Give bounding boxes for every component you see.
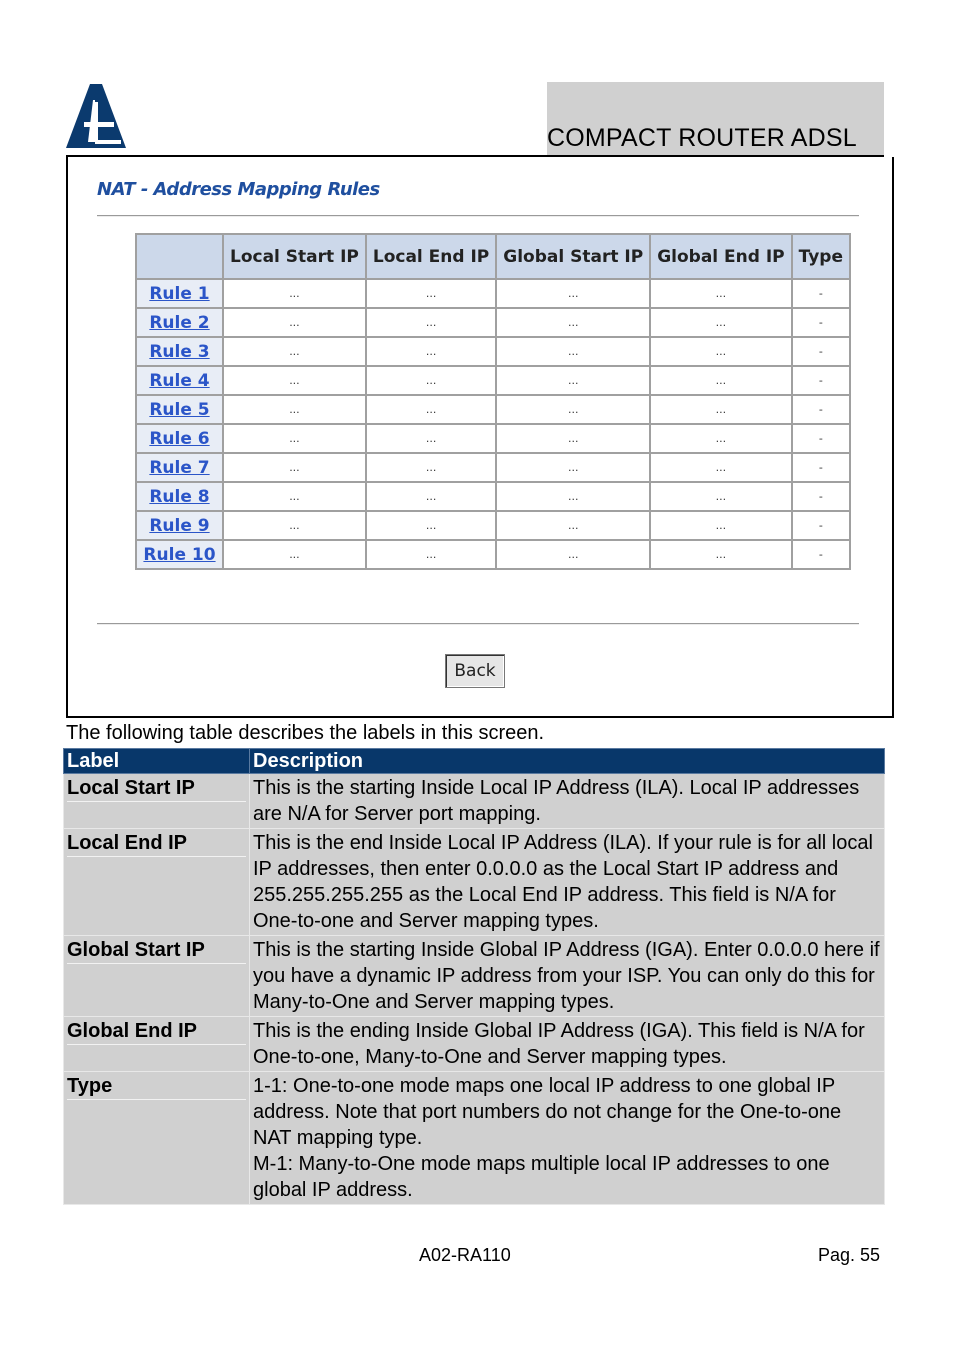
- rule-row: [137, 454, 849, 481]
- ip-cell: ...: [651, 396, 790, 423]
- rule-row: [137, 396, 849, 423]
- ip-cell: ...: [367, 483, 495, 510]
- rule-row: [137, 425, 849, 452]
- ip-cell: ...: [224, 483, 365, 510]
- table-row: [64, 774, 885, 829]
- description-header-row: [64, 749, 885, 774]
- column-header: Global Start IP: [497, 235, 649, 278]
- description-line: 1-1: One-to-one mode maps one local IP address to one global IP address. Note that port numbers do not change for the One-to-one NAT mapping type.: [253, 1075, 842, 1149]
- ip-cell: ...: [367, 338, 495, 365]
- ip-cell: ...: [367, 309, 495, 336]
- ip-cell: ...: [651, 454, 790, 481]
- description-line: M-1: Many-to-One mode maps multiple local IP addresses to one global IP address.: [253, 1153, 830, 1201]
- divider: [97, 623, 859, 625]
- rule-row: [137, 367, 849, 394]
- document-code: A02-RA110: [419, 1245, 511, 1265]
- description-header: Description: [250, 749, 885, 774]
- rule-link[interactable]: Rule 8: [137, 483, 222, 510]
- rule-row: [137, 280, 849, 307]
- rule-row: [137, 483, 849, 510]
- type-cell: -: [793, 309, 849, 336]
- ip-cell: ...: [651, 425, 790, 452]
- type-cell: -: [793, 512, 849, 539]
- type-cell: -: [793, 541, 849, 568]
- rules-header-row: [137, 235, 849, 278]
- table-row: [64, 829, 885, 936]
- ip-cell: ...: [367, 512, 495, 539]
- rule-link[interactable]: Rule 7: [137, 454, 222, 481]
- ip-cell: ...: [224, 367, 365, 394]
- page-title: COMPACT ROUTER ADSL: [547, 124, 857, 152]
- rule-link[interactable]: Rule 3: [137, 338, 222, 365]
- type-cell: -: [793, 338, 849, 365]
- ip-cell: ...: [497, 512, 649, 539]
- ip-cell: ...: [497, 309, 649, 336]
- type-cell: -: [793, 425, 849, 452]
- ip-cell: ...: [497, 280, 649, 307]
- ip-cell: ...: [224, 280, 365, 307]
- row-label: Global Start IP: [67, 937, 246, 964]
- column-header: Local End IP: [367, 235, 495, 278]
- rule-link[interactable]: Rule 2: [137, 309, 222, 336]
- type-cell: -: [793, 367, 849, 394]
- ip-cell: ...: [651, 483, 790, 510]
- row-description: This is the starting Inside Global IP Address (IGA). Enter 0.0.0.0 here if you have a dynamic IP address from your ISP. You can only do this for Many-to-One and Server mapping types.: [250, 936, 885, 1017]
- intro-text: The following table describes the labels in this screen.: [66, 722, 545, 744]
- table-row: [64, 936, 885, 1017]
- ip-cell: ...: [224, 454, 365, 481]
- ip-cell: ...: [224, 309, 365, 336]
- atlantis-a-logo-icon: [66, 82, 126, 150]
- table-row: [64, 1017, 885, 1072]
- ip-cell: ...: [224, 541, 365, 568]
- ip-cell: ...: [224, 512, 365, 539]
- rule-link[interactable]: Rule 1: [137, 280, 222, 307]
- router-screen: [66, 157, 894, 718]
- ip-cell: ...: [367, 425, 495, 452]
- back-button[interactable]: Back: [445, 654, 505, 688]
- ip-cell: ...: [497, 396, 649, 423]
- rules-table: [135, 233, 851, 570]
- rule-link[interactable]: Rule 6: [137, 425, 222, 452]
- rule-link[interactable]: Rule 5: [137, 396, 222, 423]
- row-description: This is the end Inside Local IP Address (ILA). If your rule is for all local IP addresses, then enter 0.0.0.0 as the Local Start IP address and 255.255.255.255 as the Local End IP address. This field is N/A for One-to-one and Server mapping types.: [250, 829, 885, 936]
- ip-cell: ...: [651, 512, 790, 539]
- ip-cell: ...: [224, 338, 365, 365]
- row-description: This is the ending Inside Global IP Address (IGA). This field is N/A for One-to-one, Many-to-One and Server mapping types.: [250, 1017, 885, 1072]
- ip-cell: ...: [651, 541, 790, 568]
- ip-cell: ...: [651, 367, 790, 394]
- ip-cell: ...: [367, 396, 495, 423]
- ip-cell: ...: [651, 280, 790, 307]
- ip-cell: ...: [367, 367, 495, 394]
- ip-cell: ...: [497, 338, 649, 365]
- description-table: [63, 748, 885, 1205]
- label-header: Label: [64, 749, 250, 774]
- ip-cell: ...: [224, 425, 365, 452]
- rule-row: [137, 541, 849, 568]
- row-description: [250, 1072, 885, 1205]
- ip-cell: ...: [497, 483, 649, 510]
- ip-cell: ...: [497, 454, 649, 481]
- rule-link[interactable]: Rule 4: [137, 367, 222, 394]
- ip-cell: ...: [224, 396, 365, 423]
- column-header: [137, 235, 222, 278]
- rule-link[interactable]: Rule 9: [137, 512, 222, 539]
- ip-cell: ...: [497, 541, 649, 568]
- divider: [97, 215, 859, 217]
- column-header: Local Start IP: [224, 235, 365, 278]
- row-label: Local Start IP: [67, 775, 246, 802]
- row-label: Type: [67, 1073, 246, 1100]
- row-label: Global End IP: [67, 1018, 246, 1045]
- rule-row: [137, 512, 849, 539]
- column-header: Type: [793, 235, 849, 278]
- type-cell: -: [793, 454, 849, 481]
- ip-cell: ...: [651, 338, 790, 365]
- rule-row: [137, 338, 849, 365]
- type-cell: -: [793, 396, 849, 423]
- ip-cell: ...: [651, 309, 790, 336]
- row-label: Local End IP: [67, 830, 246, 857]
- type-cell: -: [793, 280, 849, 307]
- rule-link[interactable]: Rule 10: [137, 541, 222, 568]
- column-header: Global End IP: [651, 235, 790, 278]
- ip-cell: ...: [497, 425, 649, 452]
- ip-cell: ...: [367, 454, 495, 481]
- type-cell: -: [793, 483, 849, 510]
- screen-title: NAT - Address Mapping Rules: [97, 179, 380, 200]
- table-row: [64, 1072, 885, 1205]
- page-number: Pag. 55: [818, 1245, 881, 1265]
- ip-cell: ...: [367, 541, 495, 568]
- ip-cell: ...: [367, 280, 495, 307]
- ip-cell: ...: [497, 367, 649, 394]
- row-description: This is the starting Inside Local IP Address (ILA). Local IP addresses are N/A for Server port mapping.: [250, 774, 885, 829]
- rule-row: [137, 309, 849, 336]
